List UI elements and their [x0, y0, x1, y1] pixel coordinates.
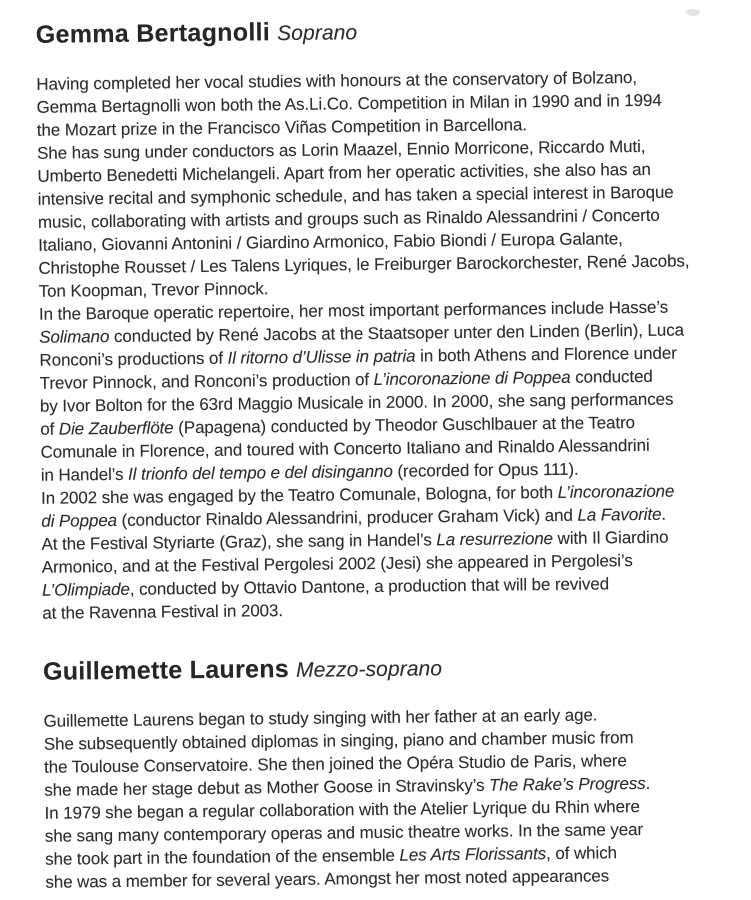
body-text: She has sung under conductors as Lorin Maazel, Ennio Morricone, Riccardo Muti,: [37, 136, 646, 163]
artist-heading: [36, 12, 723, 52]
body-text: Umberto Benedetti Michelangeli. Apart from her operatic activities, she also has an: [37, 159, 651, 186]
body-text: she was a member for several years. Amongst her most noted appearances: [45, 866, 610, 892]
body-text: , conducted by Ottavio Dantone, a production that will be revived: [129, 574, 610, 599]
italic-title-text: L’incoronazione: [557, 481, 675, 502]
body-text: (Papagena) conducted by Theodor Guschlbauer at the Teatro: [173, 413, 636, 438]
body-text: she took part in the foundation of the ensemble: [45, 845, 400, 869]
body-text: (recorded for Opus 111).: [392, 459, 579, 481]
italic-title-text: La Favorite: [577, 504, 662, 525]
artist-voice-type: Soprano: [276, 21, 358, 46]
body-text: intensive recital and symphonic schedule, and has taken a special interest in Baroque: [37, 182, 674, 209]
body-text: (conductor Rinaldo Alessandrini, producer Graham Vick) and: [116, 505, 578, 530]
body-text: Armonico, and at the Festival Pergolesi 2002 (Jesi) she appeared in Pergolesi’s: [41, 551, 633, 577]
body-text: In 2002 she was engaged by the Teatro Comunale, Bologna, for both: [40, 482, 558, 508]
body-text: music, collaborating with artists and groups such as Rinaldo Alessandrini / Concerto: [37, 205, 660, 232]
italic-title-text: Il trionfo del tempo e del disinganno: [127, 461, 393, 484]
artist-heading: [43, 649, 730, 689]
body-text: she made her stage debut as Mother Goose in Stravinsky’s: [44, 775, 490, 800]
section-guillemette-laurens: [43, 649, 733, 894]
body-text: Italiano, Giovanni Antonini / Giardino Armonico, Fabio Biondi / Europa Galante,: [38, 229, 623, 255]
italic-title-text: L’incoronazione di Poppea: [373, 367, 571, 390]
body-text: Guillemette Laurens began to study singing with her father at an early age.: [43, 705, 598, 731]
italic-title-text: The Rake’s Progress: [488, 773, 646, 795]
body-text: She subsequently obtained diplomas in singing, piano and chamber music from: [43, 728, 634, 754]
body-text: Gemma Bertagnolli won both the As.Li.Co. Competition in Milan in 1990 and in 1994: [36, 90, 662, 117]
italic-title-text: L’Olimpiade: [41, 579, 130, 600]
body-text: at the Ravenna Festival in 2003.: [42, 601, 284, 623]
body-text: .: [645, 773, 651, 793]
body-text: the Toulouse Conservatoire. She then joined the Opéra Studio de Paris, where: [43, 751, 627, 777]
body-text: At the Festival Styriarte (Graz), she sang in Handel’s: [41, 530, 437, 554]
body-text: Ton Koopman, Trevor Pinnock.: [38, 279, 269, 301]
italic-title-text: Les Arts Florissants: [399, 844, 547, 865]
body-text: Trevor Pinnock, and Ronconi’s production of: [39, 370, 374, 393]
artist-name: Gemma Bertagnolli: [35, 18, 271, 49]
body-text: Having completed her vocal studies with honours at the conservatory of Bolzano,: [36, 68, 638, 94]
italic-title-text: Solimano: [39, 327, 110, 347]
bio-text-gemma-bertagnolli: [36, 65, 729, 625]
artist-voice-type: Mezzo-soprano: [295, 657, 443, 682]
body-text: in both Athens and Florence under: [415, 343, 677, 366]
body-text: of: [40, 419, 59, 439]
body-text: conducted by René Jacobs at the Staatsoper unter den Linden (Berlin), Luca: [109, 320, 685, 347]
italic-title-text: Die Zauberflöte: [58, 418, 174, 439]
body-text: In the Baroque operatic repertoire, her most important performances include Hasse’s: [38, 297, 669, 324]
body-text: In 1979 she began a regular collaboration with the Atelier Lyrique du Rhin where: [44, 797, 640, 823]
body-text: , of which: [545, 843, 618, 864]
section-gemma-bertagnolli: [36, 12, 730, 625]
body-text: she sang many contemporary operas and music theatre works. In the same year: [44, 819, 644, 846]
body-text: .: [661, 504, 667, 524]
body-text: by Ivor Bolton for the 63rd Maggio Musicale in 2000. In 2000, she sang performances: [39, 389, 674, 416]
bio-text-guillemette-laurens: [43, 702, 732, 894]
body-text: in Handel’s: [40, 464, 129, 485]
body-text: Ronconi’s productions of: [39, 348, 228, 370]
italic-title-text: Il ritorno d’Ulisse in patria: [227, 346, 416, 368]
body-text: Comunale in Florence, and toured with Concerto Italiano and Rinaldo Alessandrini: [40, 435, 650, 462]
italic-title-text: La resurrezione: [436, 528, 554, 550]
body-text: conducted: [570, 366, 653, 387]
body-text: with Il Giardino: [552, 527, 669, 548]
body-text: Christophe Rousset / Les Talens Lyriques, le Freiburger Barockorchester, René Jacobs,: [38, 251, 690, 278]
italic-title-text: di Poppea: [41, 510, 118, 531]
artist-name: Guillemette Laurens: [42, 654, 290, 686]
body-text: the Mozart prize in the Francisco Viñas Competition in Barcellona.: [36, 115, 528, 140]
